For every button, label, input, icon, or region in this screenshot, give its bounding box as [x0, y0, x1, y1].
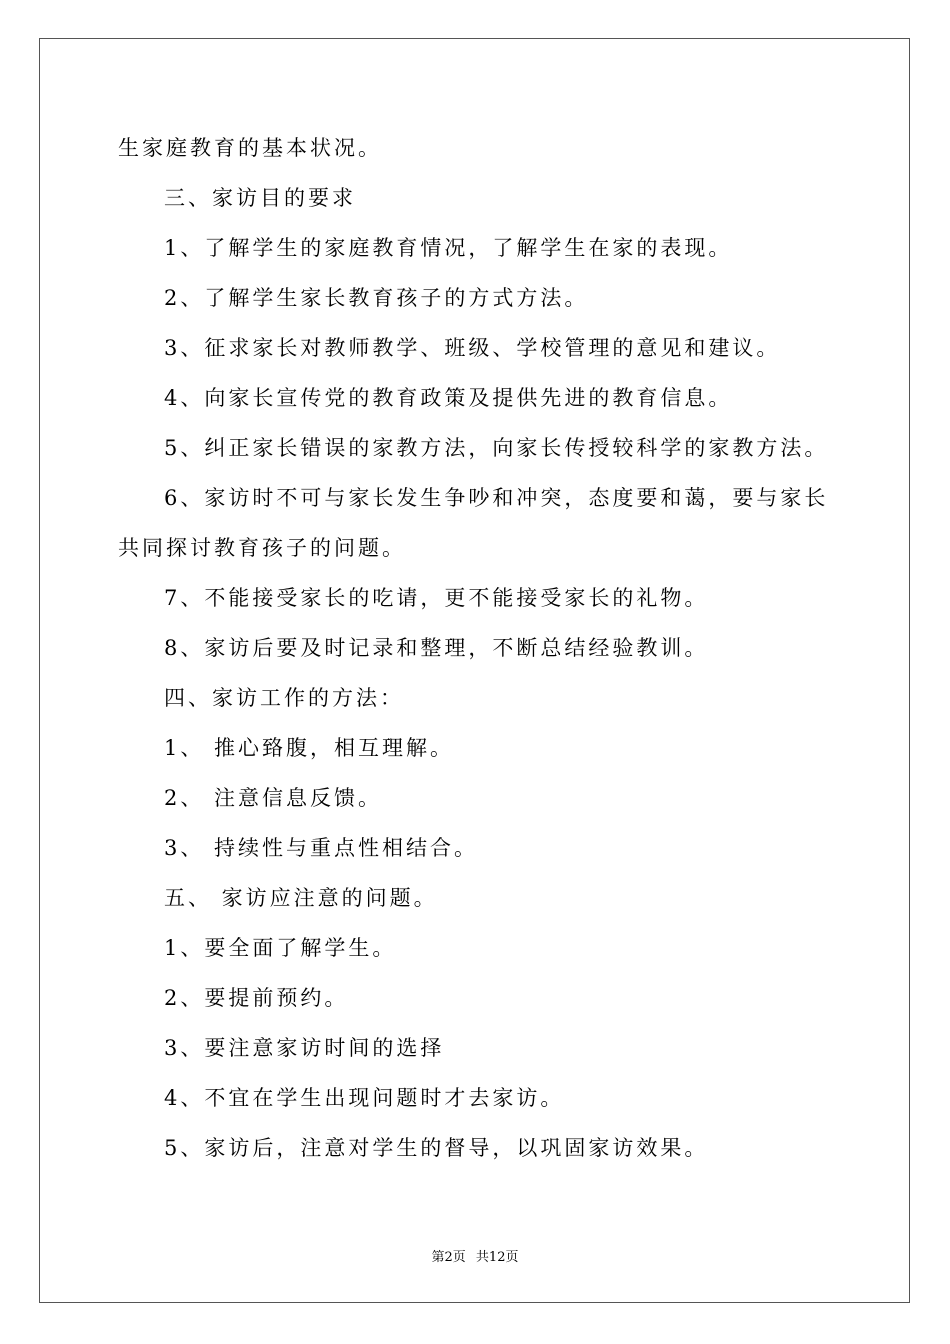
- text-line: 1、 推心臵腹，相互理解。: [164, 736, 455, 760]
- text-line: 5、家访后，注意对学生的督导，以巩固家访效果。: [164, 1136, 709, 1160]
- text-line: 5、纠正家长错误的家教方法，向家长传授较科学的家教方法。: [164, 436, 829, 460]
- text-line: 7、不能接受家长的吃请，更不能接受家长的礼物。: [164, 586, 709, 610]
- text-line: 三、家访目的要求: [164, 186, 356, 210]
- text-line: 8、家访后要及时记录和整理，不断总结经验教训。: [164, 636, 709, 660]
- page-footer: 第2页 共12页: [431, 1250, 519, 1265]
- text-line: 四、家访工作的方法：: [164, 686, 404, 710]
- text-line: 1、要全面了解学生。: [164, 936, 397, 960]
- text-line: 6、家访时不可与家长发生争吵和冲突，态度要和蔼，要与家长: [164, 486, 829, 510]
- text-line: 3、征求家长对教师教学、班级、学校管理的意见和建议。: [164, 336, 781, 360]
- document-body: [118, 123, 838, 1173]
- text-line: 2、了解学生家长教育孩子的方式方法。: [164, 286, 589, 310]
- text-line: 4、向家长宣传党的教育政策及提供先进的教育信息。: [164, 386, 733, 410]
- text-line: 2、 注意信息反馈。: [164, 786, 383, 810]
- text-line: 五、 家访应注意的问题。: [164, 886, 438, 910]
- text-line: 3、要注意家访时间的选择: [164, 1036, 445, 1060]
- text-line: 生家庭教育的基本状况。: [118, 136, 382, 160]
- text-line: 共同探讨教育孩子的问题。: [118, 536, 406, 560]
- text-line: 3、 持续性与重点性相结合。: [164, 836, 479, 860]
- text-line: 2、要提前预约。: [164, 986, 349, 1010]
- text-line: 1、了解学生的家庭教育情况，了解学生在家的表现。: [164, 236, 733, 260]
- text-line: 4、不宜在学生出现问题时才去家访。: [164, 1086, 565, 1110]
